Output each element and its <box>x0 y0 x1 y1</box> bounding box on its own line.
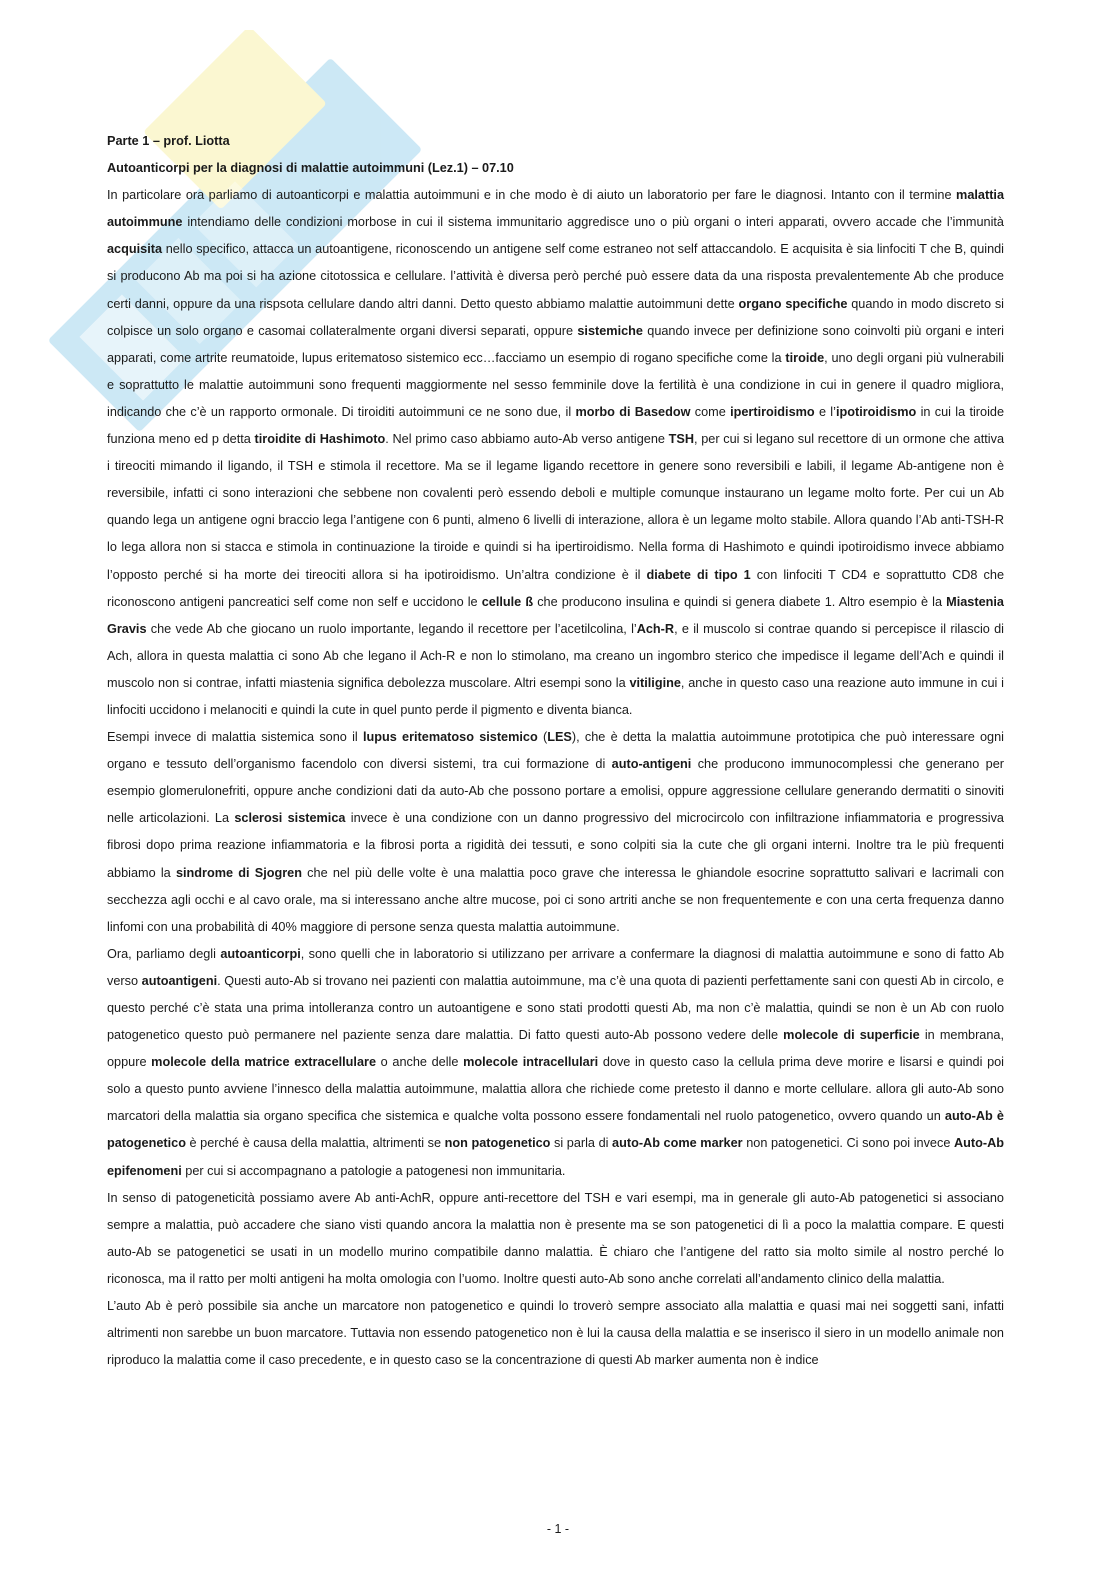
text-run: nello specifico, attacca un autoantigene, riconoscendo un antigene self come estraneo not self attaccandolo. E acquisita è sia linfociti T che B, quindi si producono Ab ma poi si ha azione citotossica e cellulare. l’attività è diversa però perché può essere data da una risposta prevalentemente Ab che produce certi danni, oppure da una rispsota cellulare dando altri danni. Detto questo abbiamo malattie autoimmuni dette <box>107 242 1004 311</box>
bold-term: ipertiroidismo <box>730 404 815 419</box>
bold-term: molecole della matrice extracellulare <box>151 1055 377 1070</box>
bold-term: auto-antigeni <box>611 757 692 772</box>
bold-term: autoantigeni <box>141 973 218 988</box>
bold-term: organo specifiche <box>738 296 848 311</box>
bold-term: autoanticorpi <box>220 946 301 961</box>
text-run: con linfociti T CD4 e soprattutto CD8 che riconoscono antigeni pancreatici self come non self e uccidono le <box>107 567 1005 609</box>
text-run: Ora, parliamo degli <box>107 946 221 961</box>
bold-term: morbo di Basedow <box>575 404 691 419</box>
paragraph-4 <box>107 1185 1004 1293</box>
text-run: o anche delle <box>376 1055 464 1070</box>
bold-term: lupus eritematoso sistemico <box>362 730 538 745</box>
paragraph-2 <box>107 724 1004 941</box>
bold-term: Auto-Ab epifenomeni <box>107 1136 1004 1178</box>
course-title: Parte 1 – prof. Liotta <box>107 134 230 148</box>
bold-term: non patogenetico <box>444 1136 551 1151</box>
lesson-title: Autoanticorpi per la diagnosi di malattie autoimmuni (Lez.1) – 07.10 <box>107 161 514 176</box>
text-run: in membrana, oppure <box>107 1028 1004 1070</box>
text-run: , anche in questo caso una reazione auto immune in cui i linfociti uccidono i melanociti e quindi la cute in quel punto perde il pigmento e diventa bianca. <box>107 675 1004 717</box>
bold-term: molecole intracellulari <box>463 1055 599 1070</box>
paragraph-1 <box>107 182 1004 724</box>
bold-term: molecole di superficie <box>783 1028 920 1043</box>
text-run: Esempi invece di malattia sistemica sono il <box>107 730 363 745</box>
bold-term: auto-Ab come marker <box>612 1136 743 1151</box>
text-run: . Questi auto-Ab si trovano nei pazienti con malattia autoimmune, ma c’è una quota di pazienti perfettamente sani con questi Ab in circolo, e questo perché c’è stata una prima intolleranza contro un autoantigene e sono stati prodotti questi Ab, ma non c’è malattia, quindi se non è un Ab con ruolo patogenetico questo può permanere nel paziente senza dare malattia. Di fatto questi auto-Ab possono vedere delle <box>107 973 1004 1043</box>
bold-term: cellule ß <box>481 594 534 609</box>
bold-term: LES <box>547 730 572 745</box>
text-run: che producono immunocomplessi che generano per esempio glomerulonefriti, oppure anche condizioni dati da auto-Ab che possono portare a emolisi, oppure aggressione cellulare generando dermatiti o sinoviti nelle articolazioni. La <box>107 757 1004 826</box>
bold-term: malattia autoimmune <box>107 188 1004 230</box>
text-run: , e il muscolo si contrae quando si percepisce il rilascio di Ach, allora in questa malattia ci sono Ab che legano il Ach-R e non lo stimolano, ma creano un ingombro sterico che impedisce il legame dell’Ach e quindi il muscolo non si contrae, infatti miastenia significa debolezza muscolare. Altri esempi sono la <box>107 621 1004 690</box>
text-run: ( <box>537 730 548 745</box>
bold-term: vitiligine <box>629 675 681 690</box>
bold-term: sindrome di Sjogren <box>175 865 302 880</box>
bold-term: tiroide <box>785 350 825 365</box>
text-run: dove in questo caso la cellula prima deve morire e lisarsi e quindi poi solo a questo punto avviene l’innesco della malattia autoimmune, malattia allora che richiede come pretesto il danno e morte cellulare. allora gli auto-Ab sono marcatori della malattia sia organo specifica che sistemica e qualche volta possono essere fondamentali nel ruolo patogenetico, ovvero quando un <box>107 1055 1005 1124</box>
bold-term: sistemiche <box>577 323 643 338</box>
page-number: - 1 - <box>546 1522 570 1536</box>
text-run: . Nel primo caso abbiamo auto-Ab verso antigene <box>385 432 669 447</box>
bold-term: acquisita <box>107 242 162 257</box>
text-run: quando invece per definizione sono coinvolti più organi e interi apparati, come artrite reumatoide, lupus eritematoso sistemico ecc…facciamo un esempio di rogano specifiche come la <box>107 323 1004 365</box>
bold-term: diabete di tipo 1 <box>646 567 751 582</box>
text-run: non patogenetici. Ci sono poi invece <box>742 1136 954 1151</box>
text-run: , per cui si legano sul recettore di un ormone che attiva i tireociti mimando il ligando, il TSH e stimola il recettore. Ma se il legame ligando recettore in genere sono reversibili e labili, il legame Ab-antigene non è reversibile, infatti ci sono interazioni che sebbene non covalenti però essendo deboli e multiple comunque instaurano un legame molto forte. Per cui un Ab quando lega un antigene ogni braccio lega l’antigene con 6 punti, almeno 6 livelli di interazione, allora è un legame molto stabile. Allora quando l’Ab anti-TSH-R lo lega allora non si stacca e stimola in continuazione la tiroide e quindi si ha ipertiroidismo. Nella forma di Hashimoto e quindi ipotiroidismo invece abbiamo l’opposto perché si ha morte dei tireociti allora si ha ipotiroidismo. Un’altra condizione è il <box>107 432 1004 582</box>
document-body <box>107 128 1004 1374</box>
bold-term: Ach-R <box>636 621 675 636</box>
text-run: come <box>690 404 731 419</box>
bold-term: ipotiroidismo <box>835 404 917 419</box>
text-run: In senso di patogeneticità possiamo avere Ab anti-AchR, oppure anti-recettore del TSH e vari esempi, ma in generale gli auto-Ab patogenetici si associano sempre a malattia, può accadere che siano visti quando ancora la malattia non è presente ma se son patogenetici di lì a poco la malattia compare. E questi auto-Ab se patogenetici se usati in un modello murino compatibile danno malattia. È chiaro che l’antigene del ratto sia molto simile al nostro perché lo riconosca, ma il ratto per molti antigeni ha molta omologia con l’uomo. Inoltre questi auto-Ab sono anche correlati all’andamento clinico della malattia. <box>107 1190 1004 1286</box>
bold-term: TSH <box>668 432 695 447</box>
text-run: si parla di <box>550 1136 613 1151</box>
text-run: e l’ <box>814 404 836 419</box>
text-run: ), che è detta la malattia autoimmune prototipica che può interessare ogni organo e tessuto dell’organismo facendolo con diversi sistemi, tra cui formazione di <box>107 730 1004 772</box>
paragraph-3 <box>107 941 1004 1185</box>
text-run: è perché è causa della malattia, altrimenti se <box>185 1136 445 1151</box>
text-run: quando in modo discreto si colpisce un solo organo e casomai collateralmente organi diversi separati, oppure <box>107 296 1004 338</box>
bold-term: sclerosi sistemica <box>234 811 346 826</box>
text-run: che nel più delle volte è una malattia poco grave che interessa le ghiandole esocrine soprattutto salivari e lacrimali con secchezza agli occhi e al cavo orale, ma si interessano anche altre mucose, poi ci sono artriti anche se non frequentemente e con una certa frequenza danno linfomi con una probabilità di 40% maggiore di persone senza questa malattia autoimmune. <box>107 865 1005 934</box>
text-run: per cui si accompagnano a patologie a patogenesi non immunitaria. <box>181 1163 566 1178</box>
text-run: In particolare ora parliamo di autoanticorpi e malattia autoimmuni e in che modo è di aiuto un laboratorio per fare le diagnosi. Intanto con il termine <box>107 188 957 203</box>
text-run: che vede Ab che giocano un ruolo importante, legando il recettore per l’acetilcolina, l’ <box>146 621 637 636</box>
paragraph-5 <box>107 1293 1004 1374</box>
text-run: in cui la tiroide funziona meno ed p detta <box>107 404 1004 447</box>
text-run: L’auto Ab è però possibile sia anche un marcatore non patogenetico e quindi lo troverò sempre associato alla malattia e quasi mai nei soggetti sani, infatti altrimenti non sarebbe un buon marcatore. Tuttavia non essendo patogenetico non è lui la causa della malattia e se inserisco il siero in un modello animale non riproduco la malattia come il caso precedente, e in questo caso se la concentrazione di questi Ab marker aumenta non è indice <box>107 1299 1004 1368</box>
bold-term: tiroidite di Hashimoto <box>254 432 386 447</box>
bold-term: Miastenia Gravis <box>107 594 1004 636</box>
text-run: intendiamo delle condizioni morbose in cui il sistema immunitario aggredisce uno o più organi o interi apparati, ovvero accade che l’immunità <box>182 215 1004 230</box>
bold-term: auto-Ab è patogenetico <box>107 1109 1004 1151</box>
text-run: , sono quelli che in laboratorio si utilizzano per arrivare a confermare la diagnosi di malattia autoimmune e sono di fatto Ab verso <box>107 946 1004 988</box>
text-run: che producono insulina e quindi si genera diabete 1. Altro esempio è la <box>533 594 947 609</box>
text-run: invece è una condizione con un danno progressivo del microcircolo con infiltrazione infiammatoria e progressiva fibrosi dopo prima reazione infiammatoria e la fibrosi porta a rigidità dei tessuti, e sono colpiti sia la cute che gli organi interni. Inoltre tra le più frequenti abbiamo la <box>107 811 1004 880</box>
text-run: , uno degli organi più vulnerabili e soprattutto le malattie autoimmuni sono frequenti maggiormente nel sesso femminile dove la fertilità è una condizione in cui in genere il quadro migliora, indicando che c’è un rapporto ormonale. Di tiroiditi autoimmuni ce ne sono due, il <box>107 350 1005 419</box>
